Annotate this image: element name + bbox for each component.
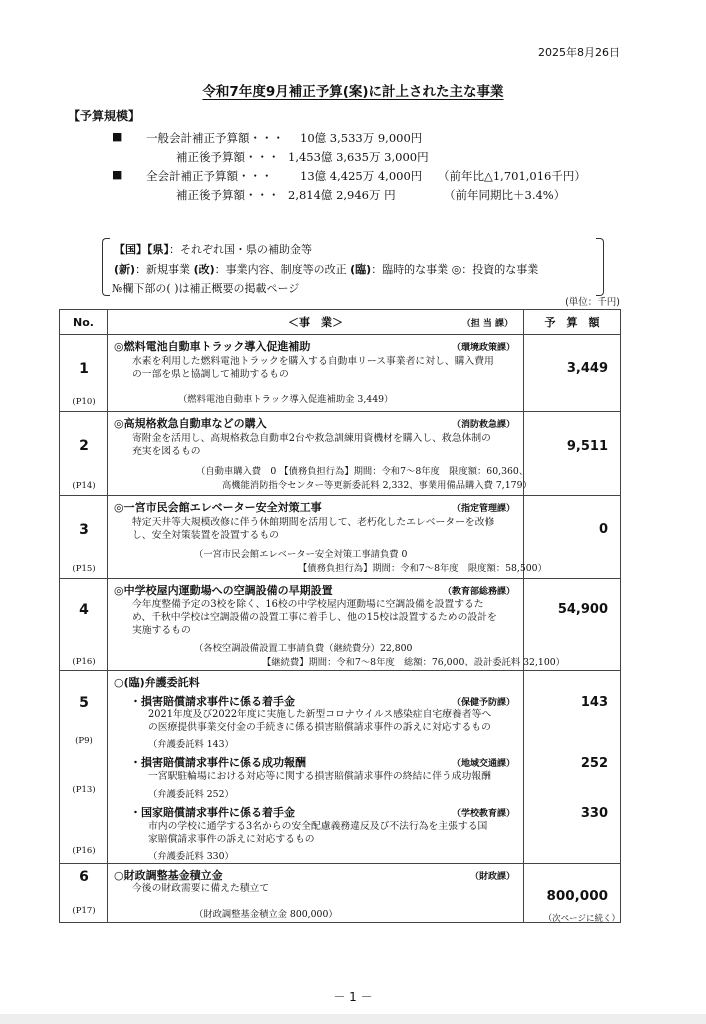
header-project (108, 310, 524, 335)
page-number: － 1 － (333, 990, 373, 1004)
header-project-label: ＜事 業＞ (288, 316, 343, 329)
project-dept: （財政課） (469, 872, 515, 882)
legend-text-investment: ：投資的な事業 (461, 263, 539, 276)
project-title: ◎高規格救急自動車などの購入 (114, 417, 267, 430)
row-page-ref: (P16) (72, 846, 96, 856)
project-detail: （財政調整基金積立金 800,000） (194, 909, 338, 920)
legend-bracket-left (102, 238, 110, 296)
project-detail: （燃料電池自動車トラック導入促進補助金 3,449） (178, 394, 394, 405)
project-description: 水素を利用した燃料電池トラックを購入する自動車リース事業者に対し、購入費用の一部を県と協調して補助するもの (132, 356, 494, 380)
project-detail: （各校空調設備設置工事請負費（継続費分）22,800 (194, 643, 413, 654)
table-row (60, 579, 621, 671)
row-no-cell (60, 335, 108, 412)
subproject-description: 市内の学校に通学する3名からの安全配慮義務違反及び不法行為を主張する国家賠償請求事件の訴えに対応するもの (148, 821, 488, 845)
project-dept: （環境政策課） (451, 343, 515, 353)
bullet-square-icon: ■ (112, 168, 123, 181)
project-description: 寄附金を活用し、高規格救急自動車2台や救急訓練用資機材を購入し、救急体制の充実を図るもの (132, 433, 491, 457)
general-after-value: 1,453億 3,635万 3,000円 (288, 150, 429, 164)
project-title: ◎一宮市民会館エレベーター安全対策工事 (114, 501, 322, 514)
legend-key-investment: ◎ (451, 263, 462, 276)
subproject-amount: 330 (580, 806, 608, 821)
document-date: 2025年8月26日 (538, 46, 620, 59)
row-no-cell (60, 412, 108, 496)
legend-text-temporary: ：臨時的な事業 (371, 263, 449, 276)
legend-key-new: (新) (114, 263, 136, 276)
subproject-detail: （弁護委託料 330） (148, 851, 234, 862)
project-description: 今後の財政需要に備えた積立て (132, 883, 270, 894)
project-amount: 800,000 (546, 888, 608, 904)
project-description: 特定天井等大規模改修に伴う休館期間を活用して、老朽化したエレベーターを改修し、安全対策装置を設置するもの (132, 517, 495, 541)
continued-note: （次ページに続く） (543, 914, 620, 924)
bullet-square-icon: ■ (112, 130, 123, 143)
table-row (60, 412, 621, 496)
project-amount: 9,511 (566, 439, 608, 454)
subproject-description: 2021年度及び2022年度に実施した新型コロナウイルス感染症自宅療養者等への医療提供事業交付金の手続きに係る損害賠償請求事件の訴えに対応するもの (148, 709, 492, 733)
subproject-amount: 143 (580, 695, 608, 710)
row-amount-cell (524, 412, 621, 496)
total-budget-label: 全会計補正予算額・・・ (146, 169, 273, 183)
table-row (60, 864, 621, 923)
legend-box (102, 238, 604, 296)
project-detail: （一宮市民会館エレベーター安全対策工事請負費 0 (194, 549, 408, 560)
row-number: 6 (79, 869, 89, 885)
general-budget-value: 10億 3,533万 9,000円 (300, 131, 423, 145)
legend-line-1 (114, 241, 312, 257)
row-page-ref: (P10) (72, 397, 96, 407)
project-title: ◎中学校屋内運動場への空調設備の早期設置 (114, 584, 333, 597)
subproject-dept: （地域交通課） (451, 759, 515, 769)
row-number: 5 (79, 695, 89, 711)
row-amount-cell (524, 579, 621, 671)
project-amount: 0 (598, 522, 608, 537)
legend-text-new: ：新規事業 (135, 263, 191, 276)
project-detail-2: 【債務負担行為】期間：令和7～8年度 限度額：58,500） (298, 563, 547, 574)
subproject-amount: 252 (580, 756, 608, 771)
total-budget-note: （前年比△1,701,016千円） (438, 169, 586, 183)
subproject-dept: （学校教育課） (451, 809, 515, 819)
project-dept: （指定管理課） (451, 504, 515, 514)
row-page-ref: (P17) (72, 906, 96, 916)
row-content-cell (108, 496, 547, 579)
legend-line-2 (114, 261, 538, 277)
row-content-cell (108, 412, 532, 496)
subproject-title: ・国家賠償請求事件に係る着手金 (130, 806, 295, 819)
row-page-ref: (P9) (75, 736, 93, 746)
row-amount-cell (524, 671, 621, 864)
row-number: 4 (79, 602, 89, 618)
row-amount-cell (524, 335, 621, 412)
subproject-title: ・損害賠償請求事件に係る成功報酬 (130, 756, 306, 769)
general-budget-label: 一般会計補正予算額・・・ (146, 131, 284, 145)
viewer-bottom-bar (0, 1014, 706, 1024)
project-detail: （自動車購入費 0 【債務負担行為】期間：令和7～8年度 限度額：60,360、 (196, 466, 529, 477)
subproject-detail: （弁護委託料 252） (148, 789, 234, 800)
row-page-ref: (P14) (72, 481, 96, 491)
row-content-cell (108, 671, 524, 864)
legend-line-3: №欄下部の( )は補正概要の掲載ページ (112, 282, 300, 295)
row-content-cell (108, 864, 524, 923)
row-no-cell (60, 864, 108, 923)
budget-scale-heading: 【予算規模】 (68, 109, 141, 123)
row-number: 3 (79, 522, 89, 538)
legend-key-national-prefectural: 【国】【県】 (114, 243, 169, 256)
table-row (60, 496, 621, 579)
legend-text-subsidy: ：それぞれ国・県の補助金等 (169, 243, 312, 256)
project-dept: （教育部総務課） (442, 587, 515, 597)
project-detail-2: 高機能消防指令センター等更新委託料 2,332、事業用備品購入費 7,179） (222, 480, 532, 491)
table-row (60, 671, 621, 864)
row-page-ref: (P15) (72, 564, 96, 574)
project-title: ○財政調整基金積立金 (114, 869, 223, 882)
row-no-cell (60, 671, 108, 864)
document-title: 令和7年度9月補正予算(案)に計上された主な事業 (202, 84, 504, 100)
legend-key-change: (改) (193, 263, 215, 276)
project-description: 今年度整備予定の3校を除く、16校の中学校屋内運動場に空調設備を設置するため、千秋中学校は空調設備の設置工事に着手し、他の15校は設置するための設計を実施するもの (132, 599, 497, 636)
legend-key-temporary: (臨) (350, 263, 372, 276)
subproject-description: 一宮駅駐輪場における対応等に関する損害賠償請求事件の終結に伴う成功報酬 (148, 771, 491, 782)
table-header-row (60, 310, 621, 335)
legend-text-change: ：事業内容、制度等の改正 (214, 263, 347, 276)
header-no: No. (60, 310, 108, 335)
table-row (60, 335, 621, 412)
header-dept: （担 当 課） (461, 319, 513, 329)
unit-label: (単位：千円) (565, 297, 620, 308)
row-page-ref: (P16) (72, 657, 96, 667)
row-no-cell (60, 579, 108, 671)
row-no-cell (60, 496, 108, 579)
legend-bracket-right (596, 238, 604, 296)
row-content-cell (108, 579, 565, 671)
subproject-detail: （弁護委託料 143） (148, 739, 234, 750)
header-amount: 予 算 額 (524, 310, 621, 335)
total-after-label: 補正後予算額・・・ (176, 188, 280, 202)
row-content-cell (108, 335, 524, 412)
total-budget-value: 13億 4,425万 4,000円 (300, 169, 423, 183)
row-number: 2 (79, 438, 89, 454)
project-dept: （消防救急課） (451, 420, 515, 430)
row-page-ref: (P13) (72, 785, 96, 795)
project-amount: 54,900 (557, 602, 608, 617)
total-after-note: （前年同期比＋3.4%） (444, 188, 566, 202)
project-detail-2: 【継続費】期間：令和7～8年度 総額：76,000、設計委託料 32,100） (262, 657, 565, 668)
total-after-value: 2,814億 2,946万 円 (288, 188, 396, 202)
project-amount: 3,449 (566, 361, 608, 376)
projects-table (59, 309, 621, 923)
subproject-dept: （保健予防課） (451, 698, 515, 708)
project-title: ◎燃料電池自動車トラック導入促進補助 (114, 340, 311, 353)
subproject-title: ・損害賠償請求事件に係る着手金 (130, 695, 295, 708)
row-amount-cell (524, 496, 621, 579)
project-title: ○(臨)弁護委託料 (114, 676, 200, 689)
row-number: 1 (79, 361, 89, 377)
general-after-label: 補正後予算額・・・ (176, 150, 280, 164)
